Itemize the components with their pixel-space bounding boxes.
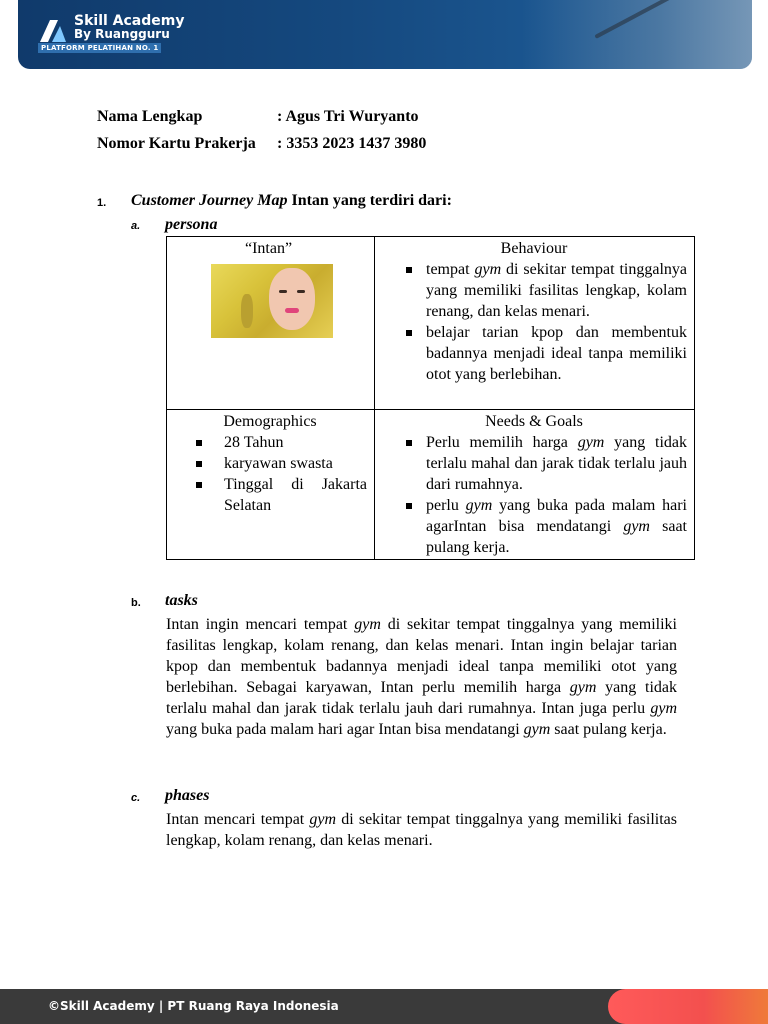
name-row	[97, 108, 419, 126]
eye-shape	[279, 290, 287, 293]
card-row	[97, 135, 426, 153]
subsection-letter-b: b.	[131, 597, 141, 609]
needs-goals-header: Needs & Goals	[485, 413, 583, 430]
list-item: 28 Tahun	[173, 432, 367, 453]
phases-paragraph: Intan mencari tempat gym di sekitar tempat tinggalnya yang memiliki fasilitas lengkap, kolam renang, dan kelas menari.	[166, 811, 678, 849]
card-label: Nomor Kartu Prakerja	[97, 135, 256, 152]
footer-accent	[608, 989, 768, 1024]
section-number: 1.	[97, 197, 107, 209]
logo-tagline: PLATFORM PELATIHAN NO. 1	[38, 43, 161, 53]
list-item: karyawan swasta	[173, 453, 367, 474]
list-item: Perlu memilih harga gym yang tidak terlalu mahal dan jarak tidak terlalu jauh dari rumahnya.	[381, 432, 687, 495]
section-title-italic: Customer Journey Map	[131, 192, 288, 209]
list-item: tempat gym di sekitar tempat tinggalnya yang memiliki fasilitas lengkap, kolam renang, dan kelas menari.	[381, 259, 687, 322]
face-shape	[269, 268, 315, 330]
persona-table-row	[167, 237, 695, 410]
eye-shape	[297, 290, 305, 293]
footer-text: ©Skill Academy | PT Ruang Raya Indonesia	[48, 999, 339, 1013]
demographics-cell	[167, 410, 375, 560]
name-value: : Agus Tri Wuryanto	[277, 108, 419, 125]
logo-mark-icon	[38, 16, 68, 44]
subsection-title-phases: phases	[165, 787, 210, 804]
name-label: Nama Lengkap	[97, 108, 203, 125]
list-item: perlu gym yang buka pada malam hari agarIntan bisa mendatangi gym saat pulang kerja.	[381, 495, 687, 558]
section-title-rest: Intan yang terdiri dari:	[287, 192, 452, 209]
list-item: Tinggal di Jakarta Selatan	[173, 474, 367, 516]
list-item: belajar tarian kpop dan membentuk badannya menjadi ideal tanpa memiliki otot yang berlebihan.	[381, 322, 687, 385]
persona-name-cell	[167, 237, 375, 410]
card-value: : 3353 2023 1437 3980	[277, 135, 427, 152]
persona-table-row	[167, 410, 695, 560]
tasks-paragraph: Intan ingin mencari tempat gym di sekitar tempat tinggalnya yang memiliki fasilitas lengkap, kolam renang, dan kelas menari. Intan ingin belajar tarian kpop dan membentuk badannya menjadi ideal tanpa memiliki otot yang berlebihan. Sebagai karyawan, Intan perlu memilih harga gym yang tidak terlalu mahal dan jarak tidak terlalu jauh dari rumahnya. Intan juga perlu gym yang buka pada malam hari agar Intan bisa mendatangi gym saat pulang kerja.	[166, 616, 678, 738]
behaviour-header: Behaviour	[500, 240, 568, 257]
subsection-letter-a: a.	[131, 220, 141, 232]
persona-photo	[211, 264, 333, 338]
footer-bar	[0, 989, 768, 1024]
lips-shape	[285, 308, 299, 313]
behaviour-list	[381, 259, 687, 385]
demographics-header: Demographics	[223, 413, 317, 430]
needs-goals-list	[381, 432, 687, 558]
earring-shape	[241, 294, 253, 328]
logo-title: Skill Academy	[74, 13, 185, 29]
section-title	[131, 192, 452, 210]
header-banner	[18, 0, 752, 69]
needs-goals-cell	[375, 410, 695, 560]
subsection-title-tasks: tasks	[165, 592, 198, 609]
persona-table	[166, 236, 695, 560]
behaviour-cell	[375, 237, 695, 410]
banner-photo	[522, 0, 752, 69]
subsection-title-persona: persona	[165, 216, 218, 233]
subsection-letter-c: c.	[131, 792, 141, 804]
persona-name: “Intan”	[245, 240, 293, 257]
logo-subtitle: By Ruangguru	[74, 27, 170, 41]
demographics-list	[173, 432, 367, 516]
